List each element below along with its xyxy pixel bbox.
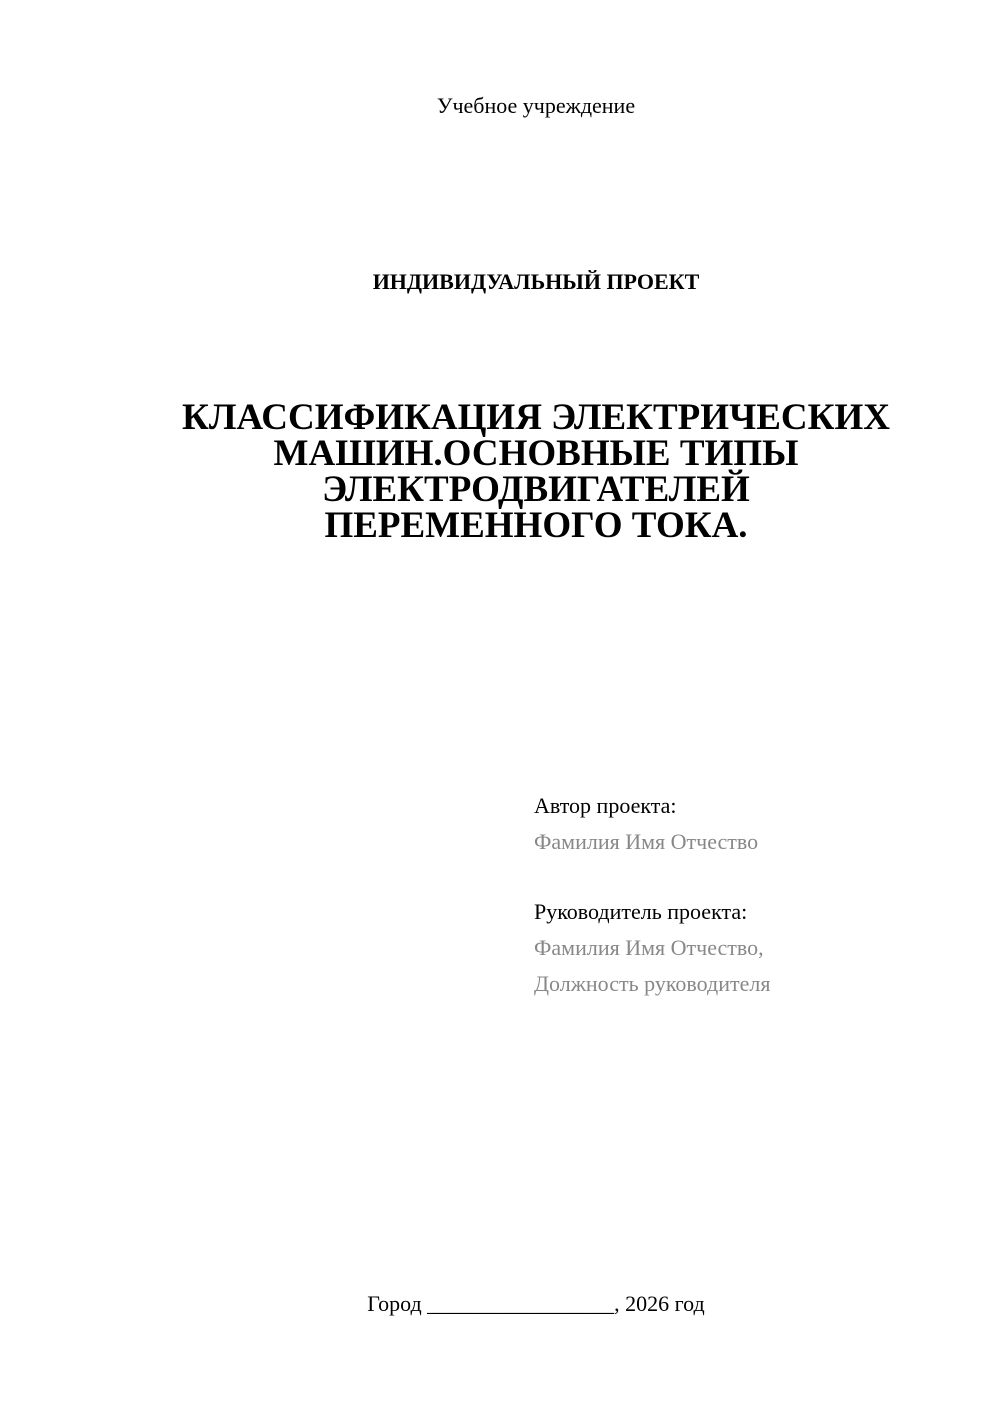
credits-spacer (534, 860, 974, 894)
author-name: Фамилия Имя Отчество (534, 829, 759, 854)
supervisor-label: Руководитель проекта: (534, 899, 748, 924)
project-credits (534, 788, 974, 1002)
document-type: ИНДИВИДУАЛЬНЫЙ ПРОЕКТ (372, 269, 700, 294)
title-line: ПЕРЕМЕННОГО ТОКА. (324, 505, 748, 546)
city-year-line: Город _________________, 2026 год (367, 1291, 705, 1316)
title-line: ЭЛЕКТРОДВИГАТЕЛЕЙ (322, 469, 750, 510)
institution-name: Учебное учреждение (436, 93, 636, 118)
author-label: Автор проекта: (534, 793, 677, 818)
document-title (130, 397, 942, 546)
title-line: МАШИН.ОСНОВНЫЕ ТИПЫ (273, 433, 799, 474)
supervisor-name: Фамилия Имя Отчество, (534, 935, 764, 960)
title-line: КЛАССИФИКАЦИЯ ЭЛЕКТРИЧЕСКИХ (182, 397, 890, 438)
supervisor-position: Должность руководителя (534, 971, 771, 996)
